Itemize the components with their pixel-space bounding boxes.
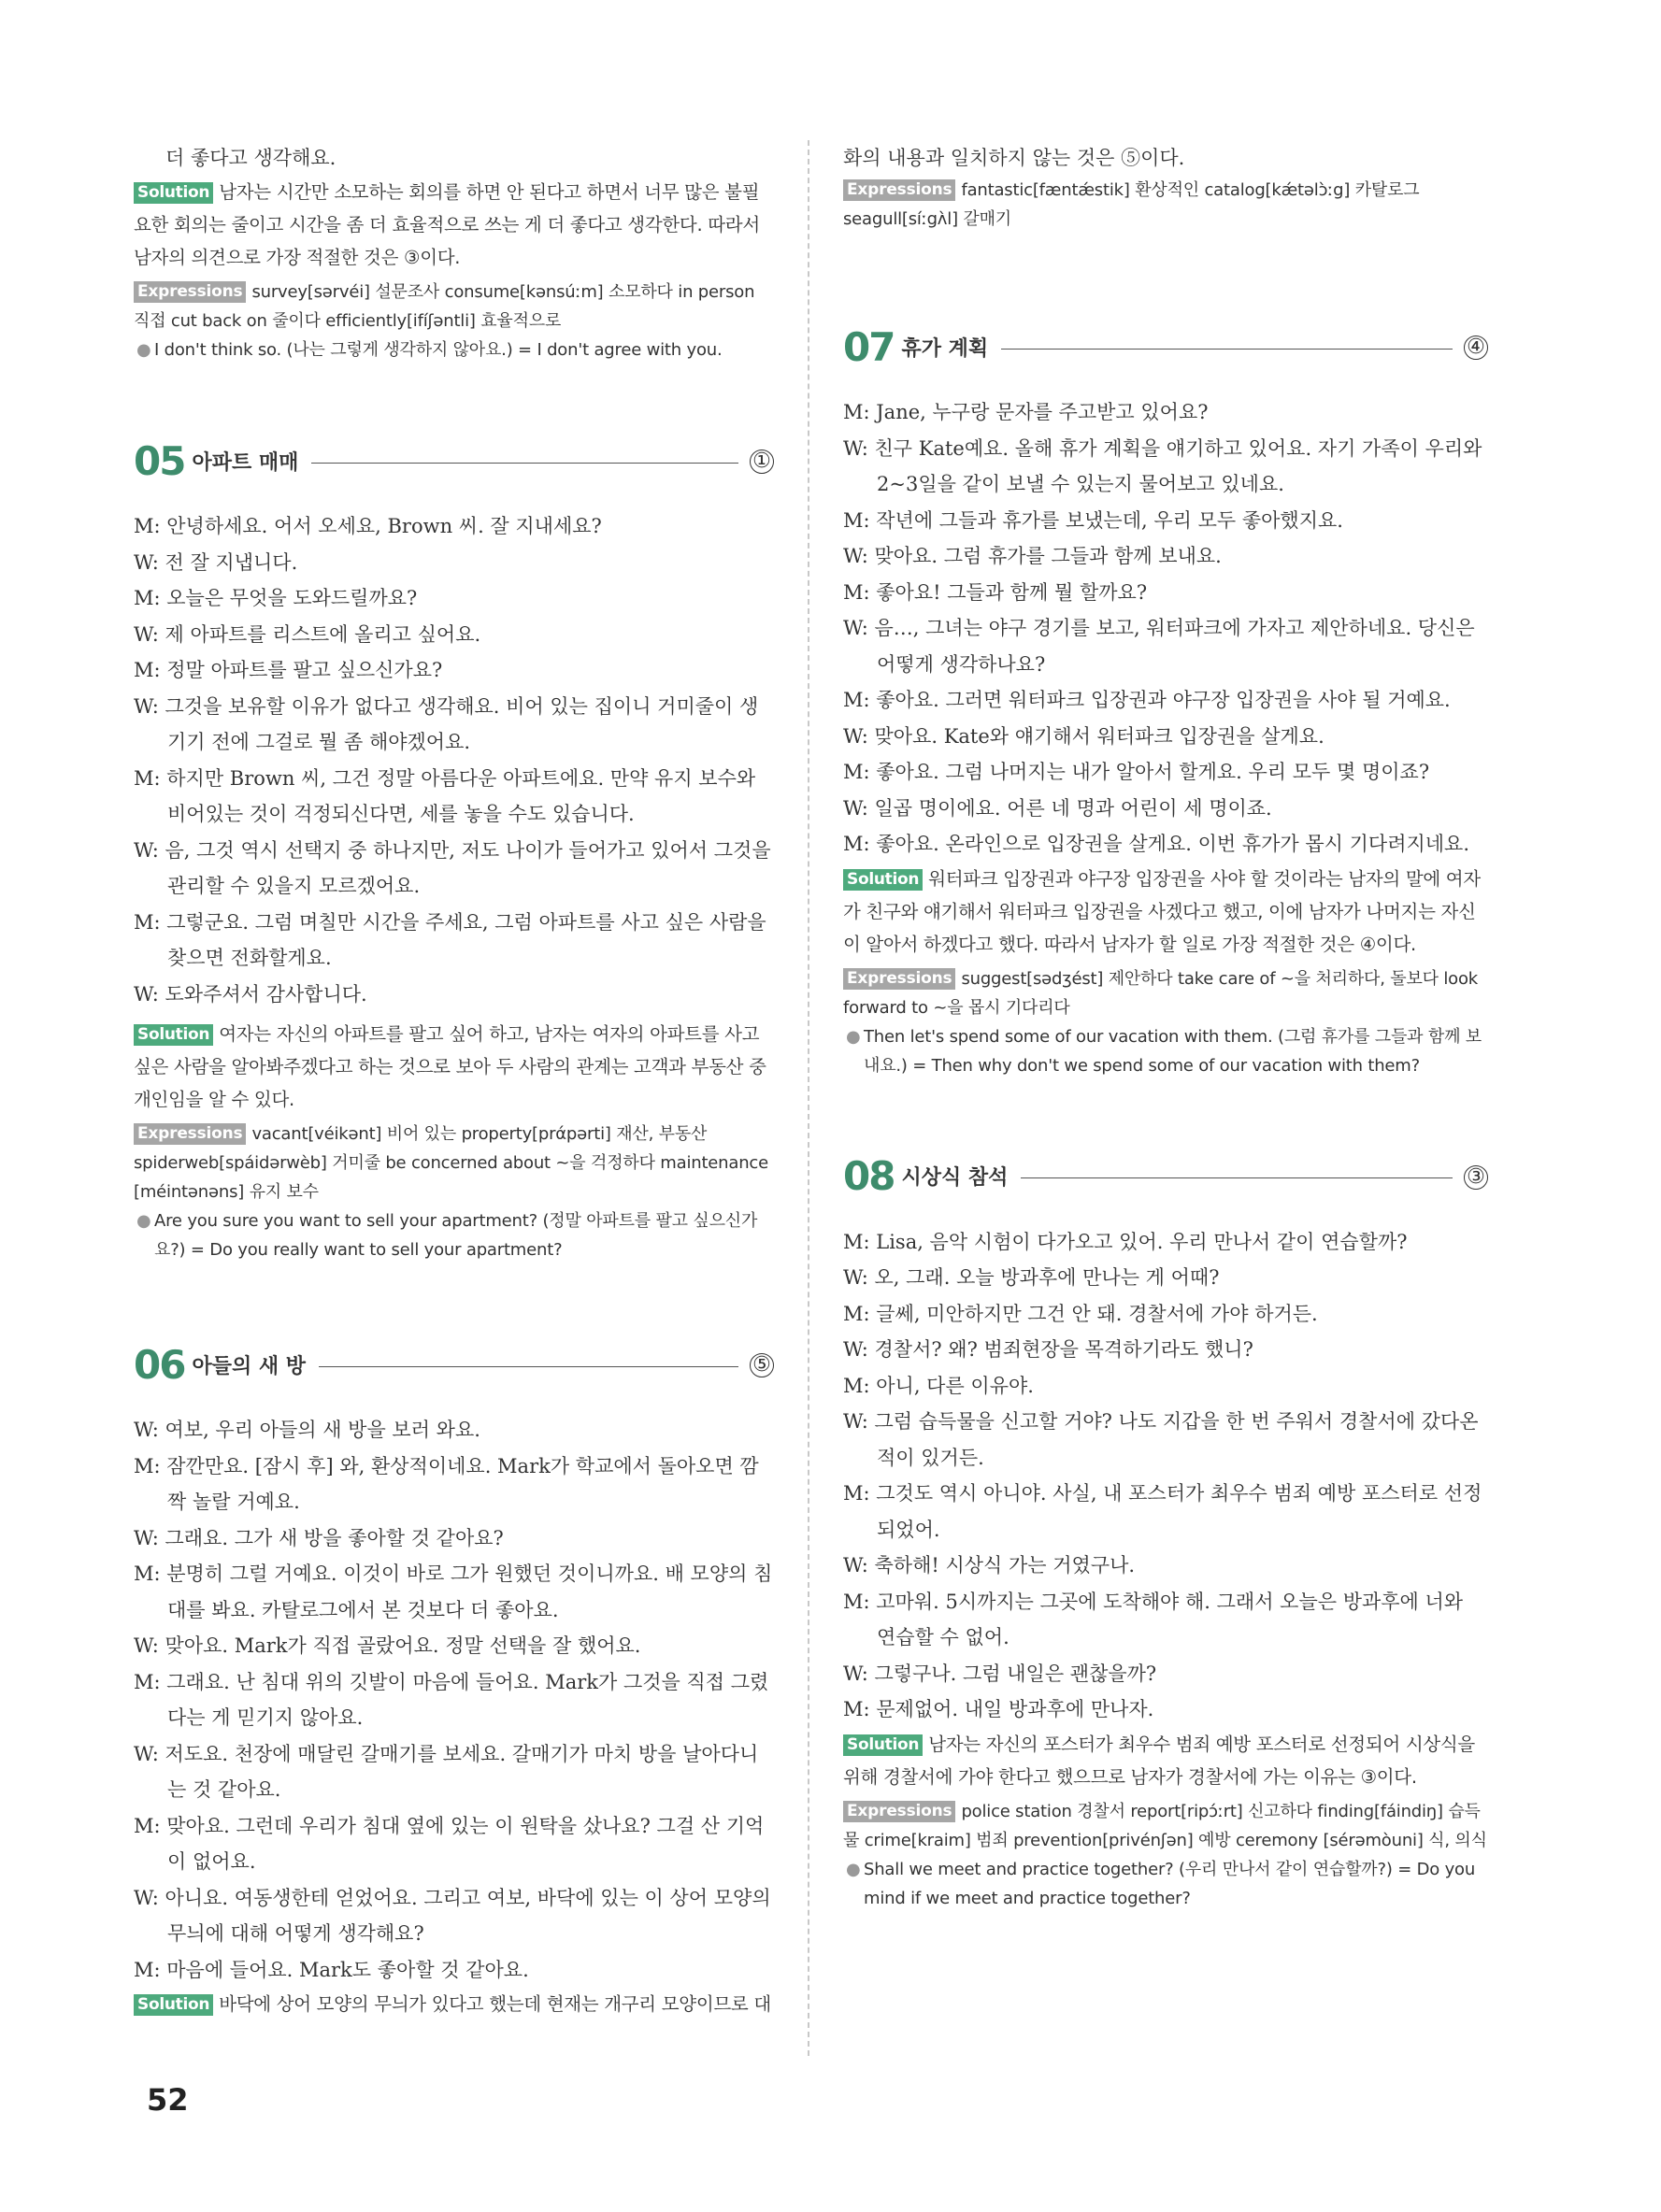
- continued-line: 더 좋다고 생각해요.: [165, 147, 336, 169]
- dialog-line: W: 음, 그것 역시 선택지 중 하나지만, 저도 나이가 들어가고 있어서 그것을 관리할 수 있을지 모르겠어요.: [134, 838, 771, 897]
- dialog-line: W: 친구 Kate예요. 올해 휴가 계획을 얘기하고 있어요. 자기 가족이 우리와 2~3일을 같이 보낼 수 있는지 물어보고 있네요.: [843, 436, 1482, 495]
- section-heading-05: [134, 437, 774, 484]
- left-column: [134, 140, 774, 2020]
- solution-paragraph: [843, 863, 1488, 961]
- solution-paragraph: [134, 1988, 774, 2020]
- heading-rule: [311, 463, 738, 464]
- bullet-icon: ●: [136, 1211, 151, 1231]
- solution-tag: Solution: [843, 1734, 923, 1756]
- expressions-tag: Expressions: [134, 1123, 246, 1145]
- expressions-paragraph: [843, 964, 1488, 1022]
- dialog-08: [843, 1224, 1488, 1728]
- dialog-line: M: 안녕하세요. 어서 오세요, Brown 씨. 잘 지내세요?: [134, 515, 602, 537]
- dialog-line: M: 작년에 그들과 휴가를 보냈는데, 우리 모두 좋아했지요.: [843, 508, 1343, 532]
- section-number: 08: [843, 1153, 895, 1199]
- expressions-tag: Expressions: [843, 179, 955, 201]
- solution-text: 여자는 자신의 아파트를 팔고 싶어 하고, 남자는 여자의 아파트를 사고 싶은 사람을 알아봐주겠다고 하는 것으로 보아 두 사람의 관계는 고객과 부동산 중개인임을 알 수 있다.: [134, 1023, 766, 1110]
- solution-text: 남자는 자신의 포스터가 최우수 범죄 예방 포스터로 선정되어 시상식을 위해 경찰서에 가야 한다고 했으므로 남자가 경찰서에 가는 이유는 ③이다.: [843, 1733, 1475, 1788]
- dialog-07: [843, 394, 1488, 863]
- bullet-icon: ●: [136, 340, 151, 360]
- dialog-line: W: 여보, 우리 아들의 새 방을 보러 와요.: [134, 1419, 480, 1441]
- section-heading-08: [843, 1153, 1488, 1200]
- expressions-paragraph: [843, 176, 1488, 234]
- column-divider: [808, 140, 809, 2056]
- expressions-paragraph: [843, 1797, 1488, 1855]
- bullet-note: [843, 1855, 1488, 1913]
- dialog-line: W: 경찰서? 왜? 범죄현장을 목격하기라도 했니?: [843, 1338, 1253, 1361]
- dialog-line: M: 분명히 그럴 거예요. 이것이 바로 그가 원했던 것이니까요. 배 모양의 침대를 봐요. 카탈로그에서 본 것보다 더 좋아요.: [134, 1563, 773, 1621]
- section-number: 05: [134, 437, 185, 484]
- dialog-line: W: 그럼 습득물을 신고할 거야? 나도 지갑을 한 번 주워서 경찰서에 갔다온 적이 있거든.: [843, 1410, 1479, 1469]
- section-heading-06: [134, 1341, 774, 1388]
- dialog-line: M: 글쎄, 미안하지만 그건 안 돼. 경찰서에 가야 하거든.: [843, 1302, 1318, 1325]
- bullet-note: [843, 1022, 1488, 1080]
- bullet-note: [134, 335, 774, 364]
- expressions-text: suggest[sədʒést] 제안하다 take care of ~을 처리하다, 돌보다 look forward to ~을 몹시 기다리다: [843, 968, 1478, 1018]
- expressions-paragraph: [134, 1120, 774, 1206]
- page-number: 52: [147, 2082, 189, 2118]
- expressions-text: vacant[véikənt] 비어 있는 property[prάpərti] 재산, 부동산 spiderweb[spáidərwèb] 거미줄 be concerned about ~을 걱정하다 maintenance [méintənəns] 유지 보수: [134, 1124, 769, 1202]
- dialog-line: M: Jane, 누구랑 문자를 주고받고 있어요?: [843, 401, 1209, 423]
- answer-circle: ⑤: [750, 1353, 774, 1377]
- solution-text: 남자는 시간만 소모하는 회의를 하면 안 된다고 하면서 너무 많은 불필요한 회의는 줄이고 시간을 좀 더 효율적으로 쓰는 게 더 좋다고 생각한다. 따라서 남자의 의견으로 가장 적절한 것은 ③이다.: [134, 181, 760, 268]
- bullet-text: Shall we meet and practice together? (우리 만나서 같이 연습할까?) = Do you mind if we meet and practice together?: [864, 1859, 1476, 1908]
- solution-tag: Solution: [134, 1024, 213, 1046]
- solution-tag: Solution: [843, 869, 923, 891]
- solution-paragraph: [134, 176, 774, 274]
- heading-rule: [1021, 1177, 1453, 1178]
- dialog-line: M: 마음에 들어요. Mark도 좋아할 것 같아요.: [134, 1958, 529, 1981]
- dialog-line: M: 좋아요. 그러면 워터파크 입장권과 야구장 입장권을 사야 될 거예요.: [843, 689, 1451, 711]
- right-column: [843, 140, 1488, 1913]
- dialog-line: W: 전 잘 지냅니다.: [134, 550, 298, 574]
- section-number: 07: [843, 323, 895, 370]
- heading-rule: [1001, 349, 1453, 350]
- dialog-line: M: 정말 아파트를 팔고 싶으신가요?: [134, 659, 443, 681]
- dialog-line: M: 좋아요. 온라인으로 입장권을 살게요. 이번 휴가가 몹시 기다려지네요.: [843, 833, 1470, 855]
- dialog-line: W: 제 아파트를 리스트에 올리고 싶어요.: [134, 622, 481, 646]
- dialog-line: W: 음…, 그녀는 야구 경기를 보고, 워터파크에 가자고 제안하네요. 당신은 어떻게 생각하나요?: [843, 617, 1475, 676]
- dialog-06: [134, 1412, 774, 1988]
- expressions-text: fantastic[fæntǽstik] 환상적인 catalog[kǽtəlɔ̀ːg] 카탈로그 seagull[síːgʌ̀l] 갈매기: [843, 180, 1420, 229]
- bullet-icon: ●: [846, 1859, 861, 1879]
- dialog-line: W: 오, 그래. 오늘 방과후에 만나는 게 어때?: [843, 1266, 1220, 1289]
- dialog-line: M: 그것도 역시 아니야. 사실, 내 포스터가 최우수 범죄 예방 포스터로 선정되었어.: [843, 1482, 1482, 1541]
- dialog-line: W: 축하해! 시상식 가는 거였구나.: [843, 1554, 1136, 1577]
- section-title: 휴가 계획: [901, 336, 989, 361]
- dialog-line: M: 문제없어. 내일 방과후에 만나자.: [843, 1698, 1154, 1720]
- dialog-line: W: 맞아요. 그럼 휴가를 그들과 함께 보내요.: [843, 545, 1222, 567]
- solution-tag: Solution: [134, 1994, 213, 2016]
- bullet-text: I don't think so. (나는 그렇게 생각하지 않아요.) = I don't agree with you.: [154, 340, 723, 360]
- dialog-line: W: 그래요. 그가 새 방을 좋아할 것 같아요?: [134, 1526, 504, 1549]
- dialog-line: M: 고마워. 5시까지는 그곳에 도착해야 해. 그래서 오늘은 방과후에 너와 연습할 수 없어.: [843, 1590, 1464, 1648]
- dialog-line: W: 도와주셔서 감사합니다.: [134, 982, 367, 1006]
- bullet-text: Then let's spend some of our vacation with them. (그럼 휴가를 그들과 함께 보내요.) = Then why don't we spend some of our vacation with them?: [864, 1026, 1482, 1076]
- solution-tag: Solution: [134, 182, 213, 204]
- section-number: 06: [134, 1341, 185, 1388]
- dialog-line: W: 맞아요. Kate와 얘기해서 워터파크 입장권을 살게요.: [843, 724, 1325, 748]
- dialog-line: W: 저도요. 천장에 매달린 갈매기를 보세요. 갈매기가 마치 방을 날아다니는 것 같아요.: [134, 1742, 759, 1801]
- expressions-text: survey[sərvéi] 설문조사 consume[kənsúːm] 소모하다 in person 직접 cut back on 줄이다 efficiently[ifíʃəntli] 효율적으로: [134, 282, 755, 331]
- dialog-line: W: 그것을 보유할 이유가 없다고 생각해요. 비어 있는 집이니 거미줄이 생기기 전에 그걸로 뭘 좀 해야겠어요.: [134, 694, 759, 753]
- section-heading-07: [843, 323, 1488, 370]
- expressions-tag: Expressions: [843, 1801, 955, 1822]
- answer-circle: ①: [750, 450, 774, 474]
- bullet-text: Are you sure you want to sell your apartment? (정말 아파트를 팔고 싶으신가요?) = Do you really want to sell your apartment?: [154, 1211, 758, 1260]
- dialog-line: M: 아니, 다른 이유야.: [843, 1374, 1034, 1397]
- dialog-line: M: 그래요. 난 침대 위의 깃발이 마음에 들어요. Mark가 그것을 직접 그렸다는 게 믿기지 않아요.: [134, 1670, 769, 1729]
- dialog-05: [134, 508, 774, 1012]
- dialog-line: M: 오늘은 무엇을 도와드릴까요?: [134, 587, 418, 609]
- expressions-paragraph: [134, 278, 774, 335]
- solution-paragraph: [134, 1018, 774, 1116]
- dialog-line: W: 아니요. 여동생한테 얻었어요. 그리고 여보, 바닥에 있는 이 상어 모양의 무늬에 대해 어떻게 생각해요?: [134, 1886, 771, 1945]
- dialog-line: M: 좋아요. 그럼 나머지는 내가 알아서 할게요. 우리 모두 몇 명이죠?: [843, 761, 1430, 783]
- dialog-line: M: 그렇군요. 그럼 며칠만 시간을 주세요, 그럼 아파트를 사고 싶은 사람을 찾으면 전화할게요.: [134, 910, 766, 969]
- dialog-line: M: Lisa, 음악 시험이 다가오고 있어. 우리 만나서 같이 연습할까?: [843, 1230, 1408, 1253]
- dialog-line: M: 좋아요! 그들과 함께 뭘 할까요?: [843, 580, 1148, 604]
- section-title: 시상식 참석: [901, 1166, 1009, 1190]
- expressions-tag: Expressions: [134, 281, 246, 303]
- heading-rule: [319, 1366, 738, 1367]
- solution-paragraph: [843, 1728, 1488, 1793]
- solution-text: 워터파크 입장권과 야구장 입장권을 사야 할 것이라는 남자의 말에 여자가 친구와 얘기해서 워터파크 입장권을 사겠다고 했고, 이에 남자가 나머지는 자신이 알아서 하겠다고 했다. 따라서 남자가 할 일로 가장 적절한 것은 ④이다.: [843, 867, 1481, 955]
- solution-text: 바닥에 상어 모양의 무늬가 있다고 했는데 현재는 개구리 모양이므로 대: [219, 1993, 771, 2015]
- dialog-line: M: 하지만 Brown 씨, 그건 정말 아름다운 아파트에요. 만약 유지 보수와 비어있는 것이 걱정되신다면, 세를 놓을 수도 있습니다.: [134, 766, 756, 825]
- expressions-text: police station 경찰서 report[ripɔ́ːrt] 신고하다 finding[fáindiŋ] 습득물 crime[kraim] 범죄 prevention[privénʃən] 예방 ceremony [sérəmòuni] 식, 의식: [843, 1801, 1487, 1850]
- section-title: 아들의 새 방: [192, 1354, 307, 1378]
- dialog-line: M: 잠깐만요. [잠시 후] 와, 환상적이네요. Mark가 학교에서 돌아오면 깜짝 놀랄 거예요.: [134, 1454, 759, 1513]
- bullet-icon: ●: [846, 1026, 861, 1047]
- section-title: 아파트 매매: [192, 450, 299, 475]
- answer-circle: ④: [1464, 335, 1488, 360]
- dialog-line: M: 맞아요. 그런데 우리가 침대 옆에 있는 이 원탁을 샀나요? 그걸 산 기억이 없어요.: [134, 1814, 765, 1873]
- dialog-line: W: 일곱 명이에요. 어른 네 명과 어린이 세 명이죠.: [843, 796, 1272, 820]
- dialog-line: W: 맞아요. Mark가 직접 골랐어요. 정말 선택을 잘 했어요.: [134, 1634, 641, 1657]
- continued-line: 화의 내용과 일치하지 않는 것은 ⑤이다.: [843, 147, 1185, 169]
- dialog-line: W: 그렇구나. 그럼 내일은 괜찮을까?: [843, 1662, 1157, 1685]
- answer-circle: ③: [1464, 1165, 1488, 1190]
- bullet-note: [134, 1206, 774, 1264]
- expressions-tag: Expressions: [843, 968, 955, 990]
